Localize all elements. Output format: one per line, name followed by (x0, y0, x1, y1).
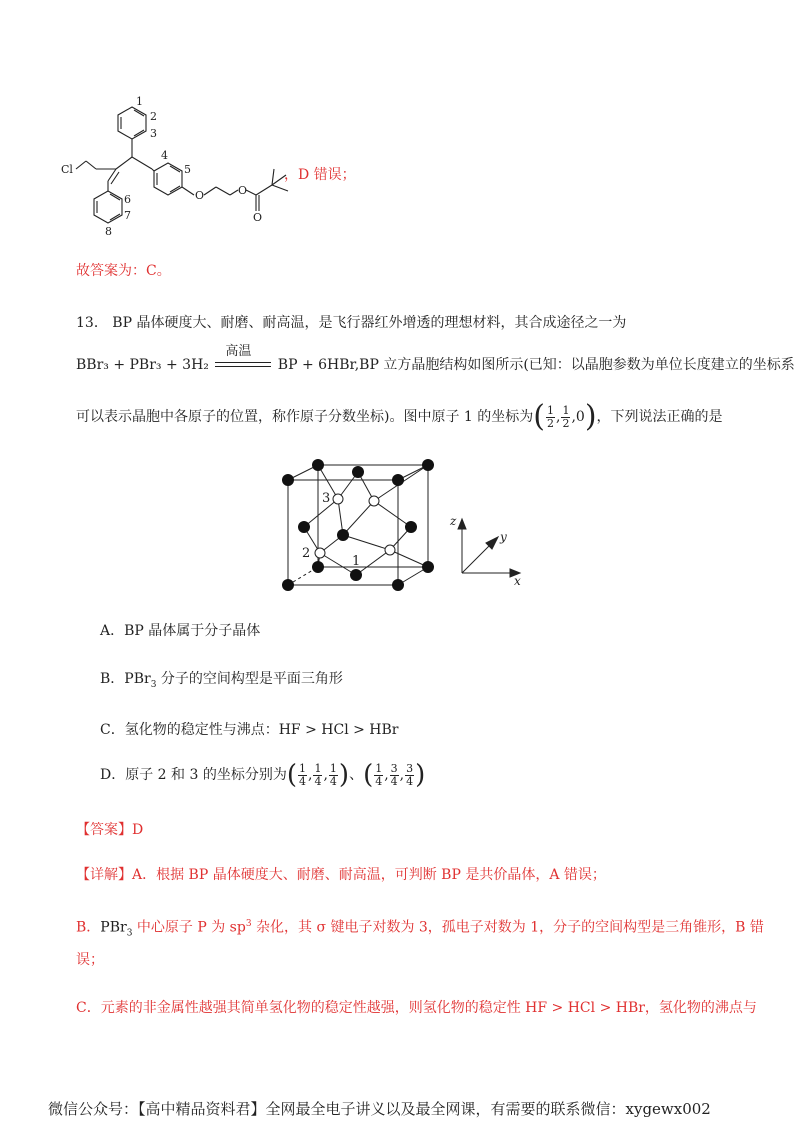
coord3-frac-b: $\frac{3}{4}$ (390, 761, 398, 788)
axis-y-label: y (500, 530, 507, 544)
reaction-condition-arrow (215, 344, 271, 372)
molecule-structure (60, 95, 300, 245)
coord3-frac-a: $\frac{1}{4}$ (375, 761, 383, 788)
explanation-label: 【详解】 (76, 867, 132, 883)
option-b: B．PBr$_3$ 分子的空间构型是平面三角形 (100, 671, 343, 690)
answer-label: 【答案】 (76, 822, 132, 838)
pos-label-8: 8 (105, 225, 112, 238)
pos-label-3: 3 (150, 127, 157, 140)
question-stem-line3-a: 可以表示晶胞中各原子的位置，称作原子分数坐标)。图中原子 1 的坐标为 (76, 409, 534, 425)
pos-label-5: 5 (184, 163, 191, 176)
axis-z-label: z (450, 514, 457, 528)
previous-answer: 故答案为：C。 (76, 263, 171, 279)
question-stem-line2 (76, 344, 795, 375)
answer-line (76, 820, 143, 840)
crystal-cell-figure (270, 455, 540, 595)
equation-lhs: BBr₃ + PBr₃ + 3H₂ (76, 357, 209, 373)
pos-label-4: 4 (161, 149, 168, 162)
coord1-c: 0 (575, 409, 585, 425)
explanation-b-line2: 误； (76, 952, 104, 968)
pos-label-1: 1 (136, 95, 143, 108)
explanation-a: 【详解】A．根据 BP 晶体硬度大、耐磨、耐高温，可判断 BP 是共价晶体，A 错误； (76, 867, 606, 883)
atom-label-2: 2 (302, 546, 311, 561)
option-c-formula: HF > HCl > HBr (278, 722, 399, 738)
equation-rhs: BP + 6HBr, (277, 357, 360, 373)
crystal-cell-svg (270, 455, 540, 595)
question-number: 13． (76, 315, 108, 331)
coord2-frac-a: $\frac{1}{4}$ (299, 761, 306, 788)
d-wrong-text: ，D 错误； (284, 167, 356, 183)
footer-notice: 微信公众号：【高中精品资料君】全网最全电子讲义以及最全网课，有需要的联系微信：xygewx002 (48, 1100, 711, 1118)
question-stem-line1 (76, 313, 626, 333)
option-a: A．BP 晶体属于分子晶体 (100, 623, 261, 639)
question-stem-text: BP 晶体硬度大、耐磨、耐高温，是飞行器红外增透的理想材料，其合成途径之一为 (112, 315, 627, 331)
question-stem-line2-rest: BP 立方晶胞结构如图所示(已知：以晶胞参数为单位长度建立的坐标系 (359, 357, 795, 373)
option-d: D．原子 2 和 3 的坐标分别为( $\frac{1}{4}$ , $\frac{1}{4}$ , $\frac{1}{4}$ )、( $\frac{1}{4}$ , $\frac{3}{4}$ , $\frac{3}{4}$ ) (100, 760, 426, 790)
cl-label: Cl (61, 163, 73, 176)
question-stem-line3: 可以表示晶胞中各原子的位置，称作原子分数坐标)。图中原子 1 的坐标为( $\frac{1}{2}$ , $\frac{1}{2}$ ,0)，下列说法正确的是 (76, 399, 723, 434)
pos-label-7: 7 (124, 209, 131, 222)
answer-value: D (132, 822, 144, 838)
coord2-frac-b: $\frac{1}{4}$ (314, 761, 322, 788)
option-c: C．氢化物的稳定性与沸点：HF > HCl > HBr (100, 722, 399, 738)
pos-label-6: 6 (124, 193, 131, 206)
o-label-ether: O (195, 189, 205, 202)
atom-label-1: 1 (352, 554, 361, 569)
coord3-frac-c: $\frac{3}{4}$ (406, 761, 414, 788)
explanation-c: C．元素的非金属性越强其简单氢化物的稳定性越强，则氢化物的稳定性 HF > HCl > HBr，氢化物的沸点与 (76, 1000, 757, 1016)
o-label-carbonyl: O (253, 211, 263, 224)
coord1-frac-b: $\frac{1}{2}$ (562, 403, 570, 430)
coord1-frac-a: $\frac{1}{2}$ (547, 403, 554, 430)
coord2-frac-c: $\frac{1}{4}$ (329, 761, 337, 788)
pos-label-2: 2 (150, 110, 157, 123)
atom-label-3: 3 (322, 491, 331, 506)
reaction-condition: 高温 (225, 344, 252, 359)
molecule-svg (60, 95, 300, 245)
explanation-b: B．PBr$_3$ 中心原子 P 为 $sp^3$ 杂化，其 σ 键电子对数为 3，孤电子对数为 1，分子的空间构型是三角锥形，B 错 (76, 919, 764, 939)
axis-x-label: x (514, 574, 521, 588)
question-stem-line3-b: ，下列说法正确的是 (596, 409, 723, 425)
o-label-ester: O (238, 184, 248, 197)
